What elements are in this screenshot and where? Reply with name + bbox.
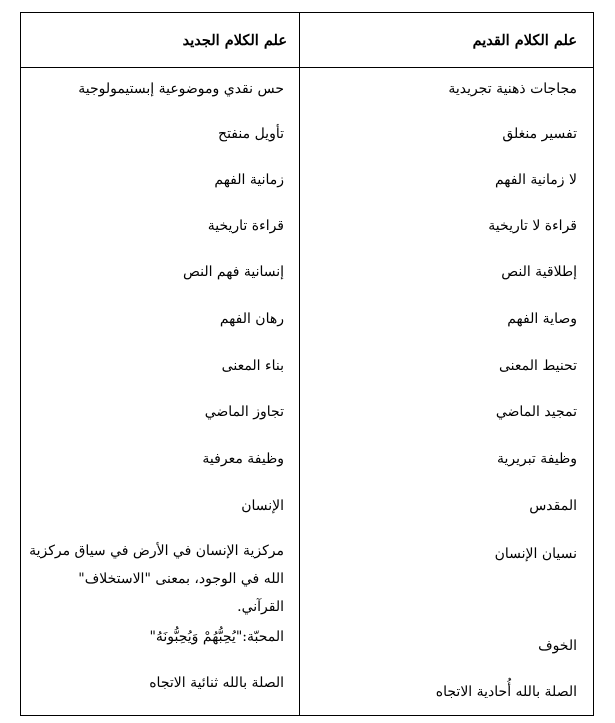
cell-old-10: المقدس xyxy=(529,498,577,514)
header-divider xyxy=(21,67,593,68)
cell-old-1: مجاجات ذهنية تجريدية xyxy=(448,81,577,97)
cell-new-9: وظيفة معرفية xyxy=(202,451,284,467)
cell-old-7: تحنيط المعنى xyxy=(498,358,577,374)
cell-old-4: قراءة لا تاريخية xyxy=(488,218,577,234)
cell-old-3: لا زمانية الفهم xyxy=(494,172,577,188)
cell-new-7: بناء المعنى xyxy=(221,358,284,374)
cell-old-5: إطلاقية النص xyxy=(501,264,577,280)
header-old-kalam: علم الكلام القديم xyxy=(472,31,577,49)
cell-old-11: نسيان الإنسان xyxy=(494,546,577,562)
cell-new-13: الصلة بالله ثنائية الاتجاه xyxy=(149,675,284,691)
cell-old-8: تمجيد الماضي xyxy=(495,404,577,420)
cell-new-4: قراءة تاريخية xyxy=(207,218,284,234)
cell-new-10: الإنسان xyxy=(241,498,284,514)
header-new-kalam: علم الكلام الجديد xyxy=(182,31,287,49)
cell-new-1: حس نقدي وموضوعية إبستيمولوجية xyxy=(78,81,284,97)
cell-new-3: زمانية الفهم xyxy=(214,172,284,188)
cell-new-11: مركزية الإنسان في الأرض في سياق مركزية الله في الوجود، بمعنى "الاستخلاف" القرآني. xyxy=(29,543,284,615)
column-divider xyxy=(299,13,300,715)
cell-new-12: المحبّة:"يُحِبُّهُمْ وَيُحِبُّونَهُ" xyxy=(149,629,284,645)
cell-old-6: وصاية الفهم xyxy=(507,311,577,327)
cell-old-13: الصلة بالله أُحادية الاتجاه xyxy=(435,684,577,700)
cell-old-9: وظيفة تبريرية xyxy=(496,451,577,467)
comparison-table xyxy=(20,12,594,716)
cell-new-6: رهان الفهم xyxy=(219,311,284,327)
cell-new-8: تجاوز الماضي xyxy=(204,404,284,420)
cell-new-2: تأويل منفتح xyxy=(218,126,284,142)
cell-old-12: الخوف xyxy=(538,638,577,654)
cell-new-5: إنسانية فهم النص xyxy=(182,264,284,280)
cell-old-2: تفسير منغلق xyxy=(502,126,577,142)
